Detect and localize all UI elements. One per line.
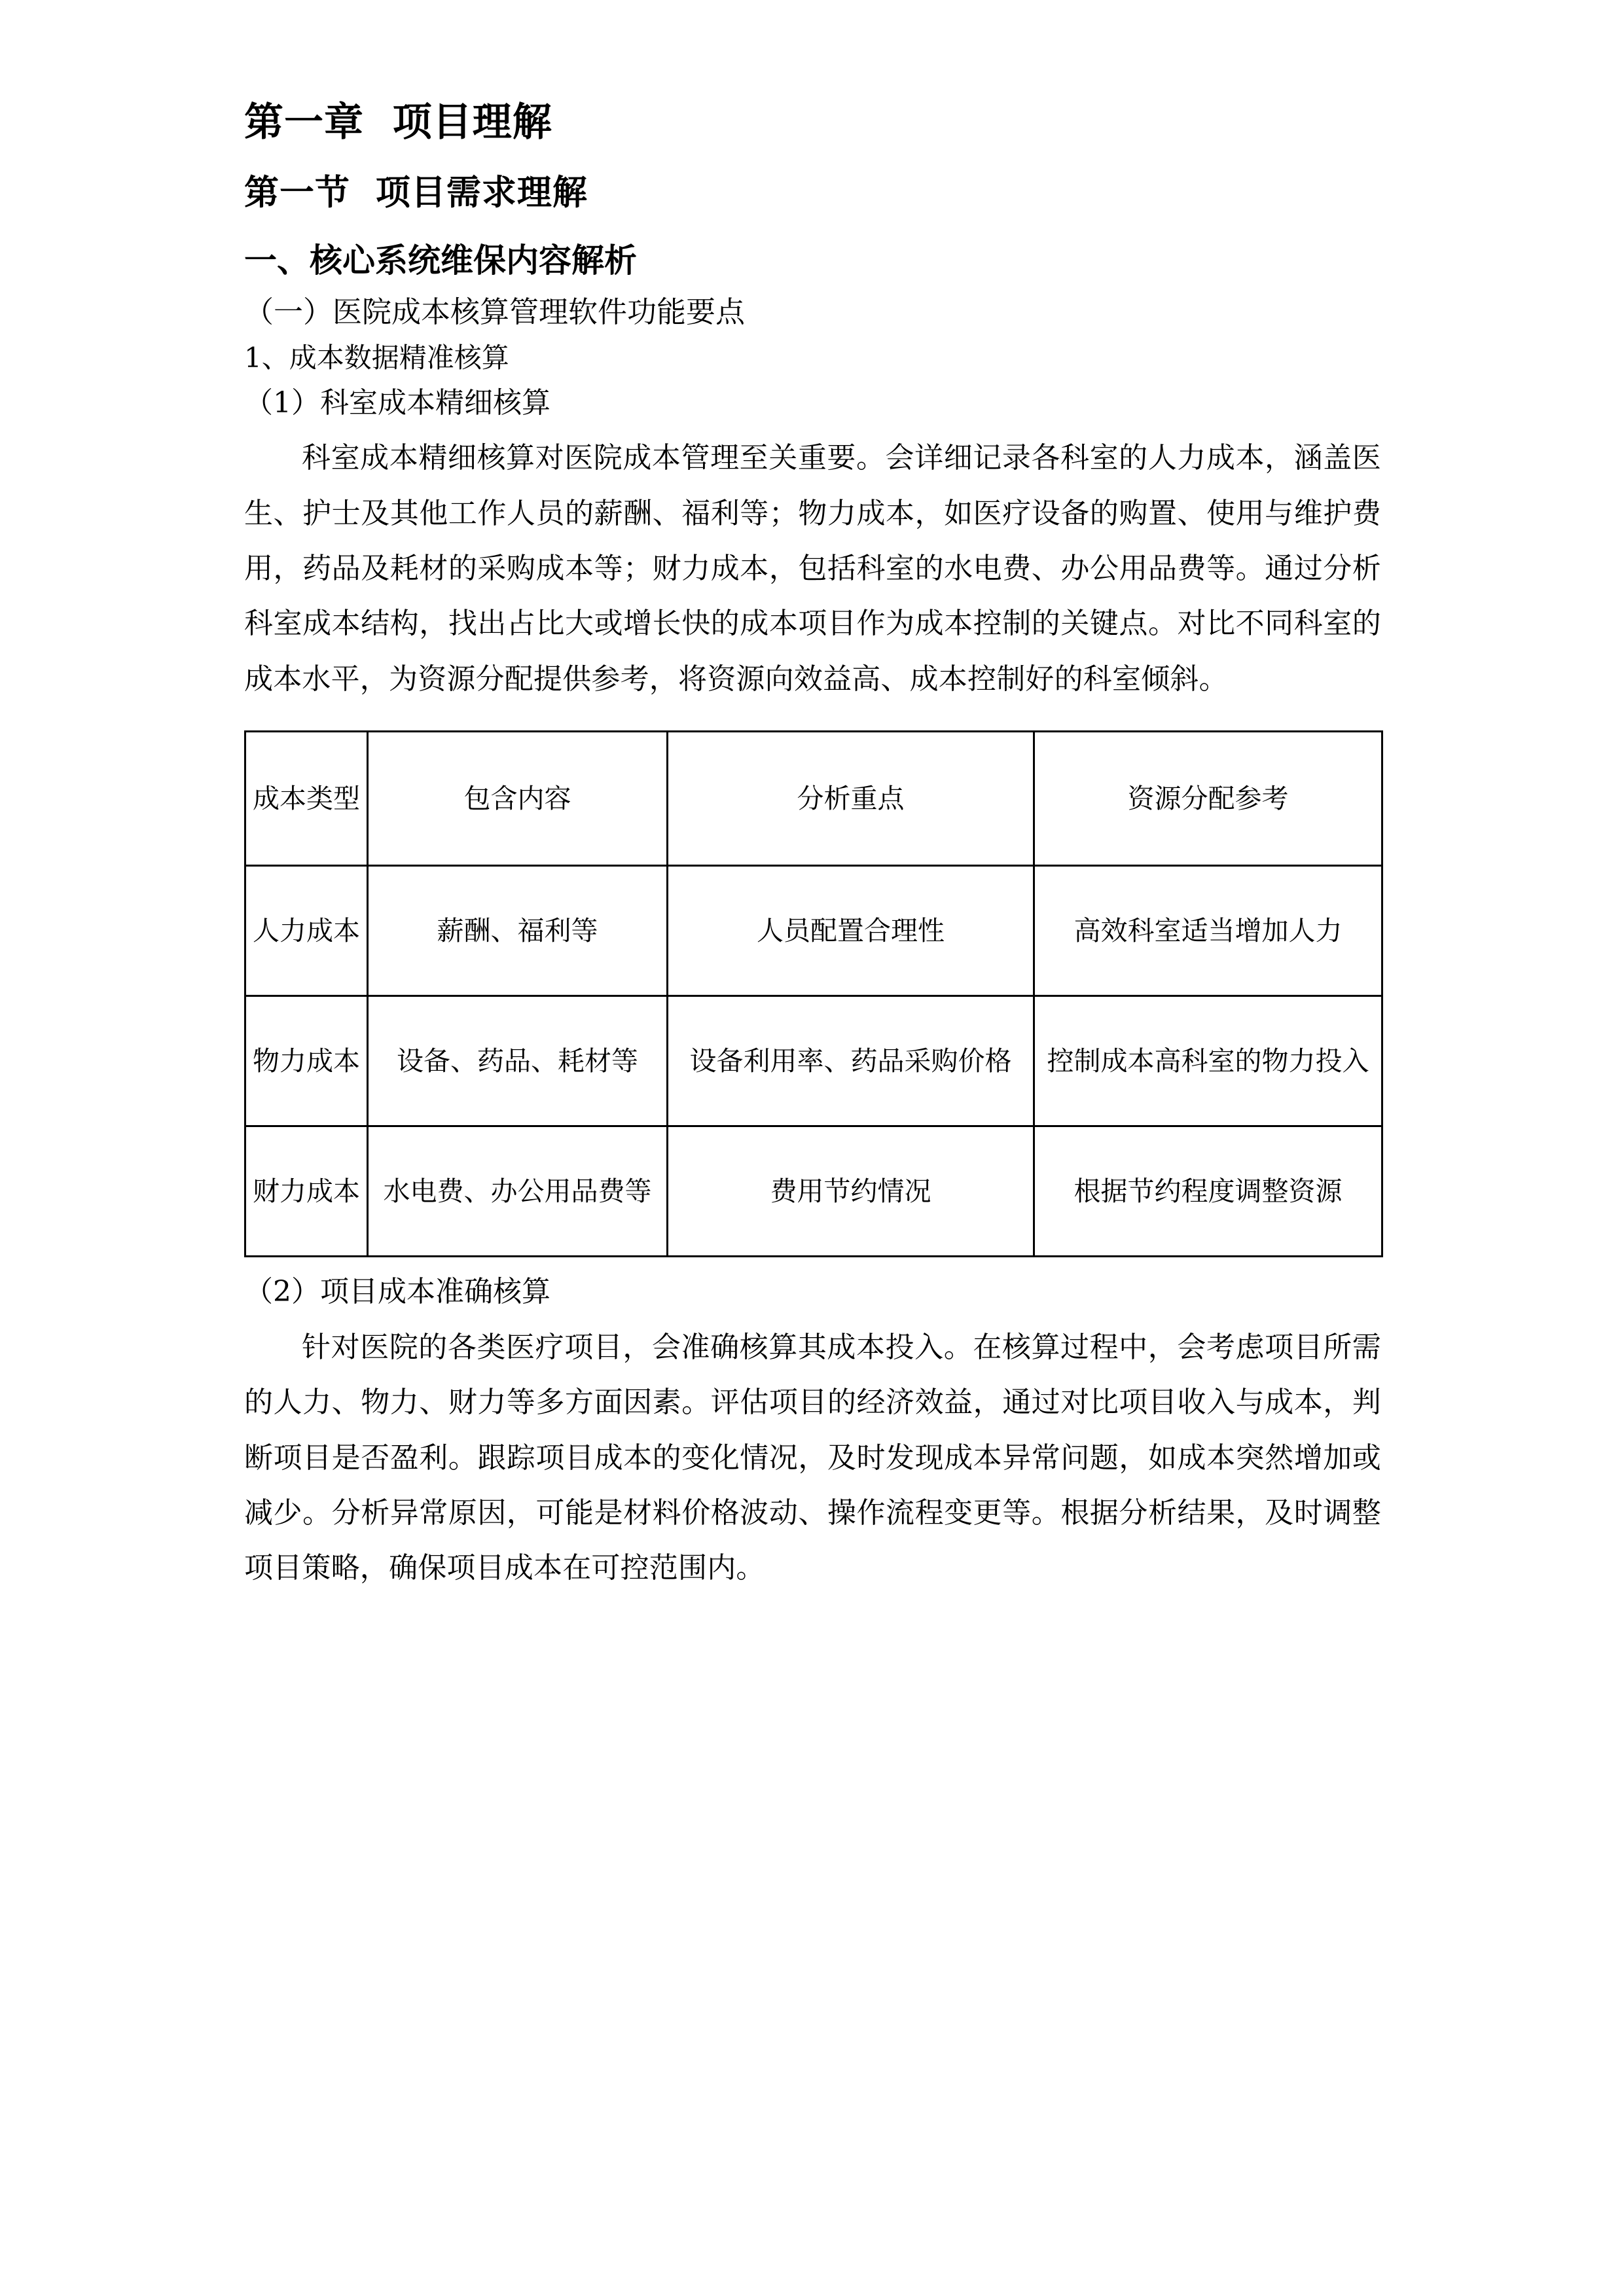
cell-focus: 费用节约情况 [668, 1126, 1034, 1257]
cell-allocation: 控制成本高科室的物力投入 [1034, 996, 1382, 1126]
chapter-heading: 第一章 项目理解 [244, 99, 552, 145]
spacer-subsection-point [244, 281, 1381, 293]
subsection-heading: 一、核心系统维保内容解析 [244, 241, 637, 280]
section-heading: 第一节 项目需求理解 [244, 172, 588, 213]
table-row [245, 1126, 1382, 1257]
spacer-section-subsection [244, 214, 1381, 240]
paragraph-department-cost: 科室成本精细核算对医院成本管理至关重要。会详细记录各科室的人力成本，涵盖医生、护士及其他工作人员的薪酬、福利等；物力成本，如医疗设备的购置、使用与维护费用，药品及耗材的采购成本等；财力成本，包括科室的水电费、办公用品费等。通过分析科室成本结构，找出占比大或增长快的成本项目作为成本控制的关键点。对比不同科室的成本水平，为资源分配提供参考，将资源向效益高、成本控制好的科室倾斜。 [244, 441, 1381, 696]
table-header-cost-type: 成本类型 [245, 732, 368, 866]
cell-content: 设备、药品、耗材等 [368, 996, 668, 1126]
sub-item-2-heading: （2）项目成本准确核算 [244, 1275, 550, 1309]
table-row [245, 866, 1382, 996]
spacer-chapter-section [244, 147, 1381, 171]
table-row [245, 996, 1382, 1126]
table-header-focus: 分析重点 [668, 732, 1034, 866]
paragraph-project-cost: 针对医院的各类医疗项目，会准确核算其成本投入。在核算过程中，会考虑项目所需的人力、物力、财力等多方面因素。评估项目的经济效益，通过对比项目收入与成本，判断项目是否盈利。跟踪项目成本的变化情况，及时发现成本异常问题，如成本突然增加或减少。分析异常原因，可能是材料价格波动、操作流程变更等。根据分析结果，及时调整项目策略，确保项目成本在可控范围内。 [244, 1330, 1381, 1585]
cell-content: 薪酬、福利等 [368, 866, 668, 996]
cell-cost-type: 财力成本 [245, 1126, 368, 1257]
top-spacer [244, 0, 1381, 98]
cell-allocation: 根据节约程度调整资源 [1034, 1126, 1382, 1257]
table-header-content: 包含内容 [368, 732, 668, 866]
cell-focus: 设备利用率、药品采购价格 [668, 996, 1034, 1126]
table-header-row [245, 732, 1382, 866]
spacer-subitem2-body [244, 1311, 1381, 1320]
numbered-item-1: 1、成本数据精准核算 [244, 342, 509, 374]
point-heading: （一）医院成本核算管理软件功能要点 [244, 294, 746, 329]
spacer-table-subitem [244, 1257, 1381, 1273]
cell-cost-type: 人力成本 [245, 866, 368, 996]
spacer-point-numbered [244, 331, 1381, 340]
table-header-allocation: 资源分配参考 [1034, 732, 1382, 866]
cell-allocation: 高效科室适当增加人力 [1034, 866, 1382, 996]
cell-content: 水电费、办公用品费等 [368, 1126, 668, 1257]
cell-cost-type: 物力成本 [245, 996, 368, 1126]
spacer-subitem-body [244, 422, 1381, 431]
spacer-body-table [244, 707, 1381, 730]
spacer-numbered-subitem [244, 376, 1381, 384]
page-content [244, 0, 1381, 1596]
cost-type-table [244, 730, 1383, 1257]
cell-focus: 人员配置合理性 [668, 866, 1034, 996]
sub-item-1-heading: （1）科室成本精细核算 [244, 386, 550, 420]
